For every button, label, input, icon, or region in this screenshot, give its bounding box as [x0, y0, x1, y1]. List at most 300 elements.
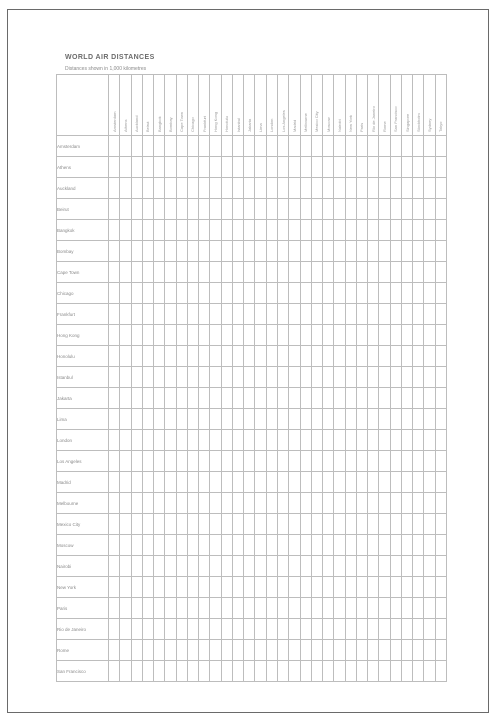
distance-cell: [356, 388, 367, 409]
distance-cell: [300, 451, 311, 472]
distance-cell: [210, 514, 221, 535]
distance-cell: [244, 493, 255, 514]
distance-cell: [435, 493, 446, 514]
distance-cell: [334, 451, 345, 472]
table-row: [57, 661, 447, 682]
distance-cell: [311, 262, 322, 283]
distance-cell: [356, 178, 367, 199]
distance-cell: [289, 535, 300, 556]
distance-cell: [109, 262, 120, 283]
distance-cell: [435, 157, 446, 178]
distance-cell: [221, 619, 232, 640]
distance-cell: [390, 241, 401, 262]
column-header-label: Cape Town: [179, 112, 185, 132]
distance-cell: [165, 346, 176, 367]
column-header-label: Amsterdam: [111, 111, 117, 132]
distance-cell: [221, 514, 232, 535]
distance-cell: [187, 451, 198, 472]
distance-cell: [413, 136, 424, 157]
distance-cell: [345, 619, 356, 640]
distance-cell: [210, 199, 221, 220]
distance-cell: [277, 640, 288, 661]
distance-cell: [368, 493, 379, 514]
distance-cell: [266, 514, 277, 535]
distance-cell: [311, 514, 322, 535]
distance-cell: [210, 283, 221, 304]
distance-cell: [131, 178, 142, 199]
distance-cell: [232, 493, 243, 514]
distance-cell: [142, 619, 153, 640]
distance-cell: [221, 367, 232, 388]
distance-cell: [311, 430, 322, 451]
distance-cell: [277, 409, 288, 430]
distance-cell: [300, 430, 311, 451]
distance-cell: [266, 661, 277, 682]
distance-cell: [120, 325, 131, 346]
distance-cell: [142, 346, 153, 367]
distance-cell: [244, 346, 255, 367]
column-header-label: Tokyo: [438, 121, 444, 132]
distance-cell: [187, 157, 198, 178]
distance-cell: [368, 577, 379, 598]
distance-cell: [232, 451, 243, 472]
distance-cell: [311, 472, 322, 493]
row-header: London: [57, 430, 109, 451]
column-header-label: Madrid: [291, 119, 297, 132]
distance-cell: [187, 220, 198, 241]
distance-cell: [390, 556, 401, 577]
distance-cell: [413, 472, 424, 493]
distance-cell: [379, 535, 390, 556]
distance-cell: [300, 304, 311, 325]
distance-cell: [109, 661, 120, 682]
distance-cell: [424, 304, 435, 325]
distance-cell: [401, 283, 412, 304]
distance-cell: [277, 451, 288, 472]
distance-cell: [289, 346, 300, 367]
distance-cell: [244, 199, 255, 220]
distance-cell: [244, 598, 255, 619]
distance-cell: [424, 430, 435, 451]
distance-cell: [187, 304, 198, 325]
distance-cell: [345, 367, 356, 388]
distance-cell: [176, 241, 187, 262]
distance-cell: [266, 640, 277, 661]
distance-cell: [390, 598, 401, 619]
distance-cell: [401, 451, 412, 472]
distance-cell: [165, 241, 176, 262]
distance-cell: [232, 577, 243, 598]
distance-cell: [334, 619, 345, 640]
distance-cell: [187, 262, 198, 283]
distance-cell: [232, 409, 243, 430]
distance-cell: [368, 283, 379, 304]
column-header-label: Rome: [382, 121, 387, 132]
distance-cell: [435, 283, 446, 304]
distance-cell: [390, 367, 401, 388]
distance-cell: [120, 241, 131, 262]
distance-cell: [413, 619, 424, 640]
distance-cell: [323, 430, 334, 451]
table-corner-cell: [57, 75, 109, 136]
distance-cell: [154, 283, 165, 304]
distance-cell: [266, 136, 277, 157]
distance-cell: [424, 367, 435, 388]
distance-cell: [131, 535, 142, 556]
distance-cell: [300, 388, 311, 409]
distance-cell: [131, 640, 142, 661]
distance-cell: [300, 241, 311, 262]
distance-cell: [311, 304, 322, 325]
distance-cell: [120, 430, 131, 451]
column-header: [266, 75, 277, 136]
distance-cell: [142, 514, 153, 535]
row-header: Rio de Janeiro: [57, 619, 109, 640]
distance-cell: [289, 577, 300, 598]
distance-cell: [401, 325, 412, 346]
distance-cell: [210, 262, 221, 283]
distance-cell: [368, 409, 379, 430]
distance-cell: [109, 598, 120, 619]
distance-cell: [356, 535, 367, 556]
distance-cell: [277, 325, 288, 346]
distance-cell: [289, 199, 300, 220]
distance-cell: [221, 262, 232, 283]
distance-cell: [368, 640, 379, 661]
distance-cell: [210, 136, 221, 157]
distance-cell: [289, 262, 300, 283]
distance-cell: [142, 577, 153, 598]
distance-cell: [244, 661, 255, 682]
distance-cell: [154, 220, 165, 241]
distance-cell: [424, 178, 435, 199]
distance-cell: [323, 367, 334, 388]
column-header-label: Frankfurt: [201, 115, 207, 132]
column-header: [424, 75, 435, 136]
distance-cell: [356, 661, 367, 682]
distance-cell: [289, 220, 300, 241]
distance-cell: [187, 136, 198, 157]
distance-cell: [379, 577, 390, 598]
distance-cell: [109, 220, 120, 241]
distance-cell: [401, 388, 412, 409]
distance-cell: [390, 199, 401, 220]
distance-cell: [300, 409, 311, 430]
distance-cell: [187, 577, 198, 598]
distance-cell: [334, 220, 345, 241]
distance-cell: [255, 262, 266, 283]
distance-cell: [390, 514, 401, 535]
distance-cell: [401, 304, 412, 325]
distance-cell: [199, 367, 210, 388]
distance-cell: [356, 619, 367, 640]
distance-cell: [210, 241, 221, 262]
distance-cell: [199, 577, 210, 598]
distance-cell: [244, 325, 255, 346]
distance-cell: [266, 430, 277, 451]
column-header: [255, 75, 266, 136]
distance-cell: [368, 241, 379, 262]
distance-cell: [131, 304, 142, 325]
column-header-label: Rio de Janeiro: [370, 106, 376, 132]
distance-cell: [142, 472, 153, 493]
distance-cell: [232, 472, 243, 493]
distance-cell: [255, 598, 266, 619]
distance-cell: [323, 136, 334, 157]
distance-cell: [356, 283, 367, 304]
distance-cell: [390, 346, 401, 367]
distance-cell: [266, 472, 277, 493]
row-header: Nairobi: [57, 556, 109, 577]
distance-cell: [334, 325, 345, 346]
distance-cell: [221, 409, 232, 430]
distance-cell: [345, 136, 356, 157]
distance-cell: [334, 262, 345, 283]
table-row: [57, 178, 447, 199]
distance-cell: [142, 598, 153, 619]
distance-cell: [232, 241, 243, 262]
distance-cell: [345, 472, 356, 493]
distance-cell: [165, 220, 176, 241]
distance-cell: [345, 577, 356, 598]
distance-cell: [266, 577, 277, 598]
distance-cell: [165, 451, 176, 472]
distance-cell: [413, 640, 424, 661]
distance-cell: [300, 619, 311, 640]
distance-cell: [176, 451, 187, 472]
distance-cell: [300, 283, 311, 304]
distance-cell: [210, 493, 221, 514]
distance-cell: [311, 556, 322, 577]
distance-cell: [109, 514, 120, 535]
distance-cell: [424, 157, 435, 178]
distance-cell: [244, 283, 255, 304]
distance-cell: [345, 325, 356, 346]
distance-cell: [390, 136, 401, 157]
distance-cell: [379, 367, 390, 388]
distance-cell: [120, 493, 131, 514]
distance-cell: [390, 493, 401, 514]
distance-cell: [120, 535, 131, 556]
distance-cell: [413, 367, 424, 388]
distance-cell: [266, 619, 277, 640]
distance-cell: [109, 178, 120, 199]
distance-cell: [390, 283, 401, 304]
distance-cell: [435, 598, 446, 619]
table-row: [57, 346, 447, 367]
column-header: [199, 75, 210, 136]
distance-cell: [165, 430, 176, 451]
distance-cell: [142, 325, 153, 346]
distance-cell: [323, 241, 334, 262]
distance-cell: [311, 283, 322, 304]
distance-cell: [334, 283, 345, 304]
distance-cell: [176, 199, 187, 220]
distance-cell: [368, 199, 379, 220]
distance-cell: [199, 661, 210, 682]
distance-cell: [165, 304, 176, 325]
distance-cell: [277, 346, 288, 367]
table-row: [57, 367, 447, 388]
distance-cell: [435, 220, 446, 241]
table-row: [57, 136, 447, 157]
distance-cell: [210, 220, 221, 241]
distance-cell: [221, 535, 232, 556]
distance-cell: [323, 157, 334, 178]
row-header: Chicago: [57, 283, 109, 304]
distance-cell: [176, 598, 187, 619]
distance-cell: [187, 535, 198, 556]
distance-cell: [401, 157, 412, 178]
distance-cell: [424, 598, 435, 619]
column-header-label: Nairobi: [336, 119, 342, 132]
column-header: [154, 75, 165, 136]
distance-cell: [401, 514, 412, 535]
distance-cell: [413, 325, 424, 346]
distance-cell: [435, 472, 446, 493]
distance-cell: [199, 430, 210, 451]
distance-cell: [232, 325, 243, 346]
distance-cell: [199, 157, 210, 178]
distance-cell: [255, 409, 266, 430]
distance-cell: [345, 493, 356, 514]
table-row: [57, 409, 447, 430]
distance-cell: [131, 430, 142, 451]
distance-cell: [221, 430, 232, 451]
distance-cell: [199, 514, 210, 535]
distance-cell: [435, 346, 446, 367]
distance-cell: [379, 388, 390, 409]
distance-cell: [300, 346, 311, 367]
distance-cell: [424, 346, 435, 367]
distance-cell: [142, 157, 153, 178]
distance-cell: [199, 199, 210, 220]
distance-cell: [390, 619, 401, 640]
distance-cell: [323, 514, 334, 535]
distance-cell: [401, 241, 412, 262]
distance-cell: [142, 535, 153, 556]
distance-cell: [142, 220, 153, 241]
distance-cell: [221, 220, 232, 241]
distance-cell: [210, 619, 221, 640]
distance-cell: [109, 619, 120, 640]
distance-cell: [401, 178, 412, 199]
distance-cell: [199, 262, 210, 283]
distance-cell: [154, 346, 165, 367]
distance-cell: [199, 220, 210, 241]
distance-cell: [401, 430, 412, 451]
distance-cell: [165, 136, 176, 157]
distance-cell: [379, 430, 390, 451]
distance-cell: [300, 325, 311, 346]
distance-cell: [334, 346, 345, 367]
distance-cell: [401, 262, 412, 283]
distance-cell: [176, 325, 187, 346]
distance-cell: [435, 178, 446, 199]
distance-cell: [176, 514, 187, 535]
distance-cell: [187, 619, 198, 640]
distance-cell: [232, 367, 243, 388]
distance-cell: [244, 619, 255, 640]
distance-cell: [413, 493, 424, 514]
distance-cell: [176, 220, 187, 241]
distance-cell: [187, 241, 198, 262]
distance-cell: [142, 367, 153, 388]
distance-cell: [210, 661, 221, 682]
distance-cell: [300, 556, 311, 577]
distance-cell: [266, 409, 277, 430]
distance-cell: [323, 451, 334, 472]
distance-cell: [323, 661, 334, 682]
distance-cell: [120, 220, 131, 241]
distance-cell: [379, 262, 390, 283]
distance-cell: [176, 304, 187, 325]
distance-cell: [120, 304, 131, 325]
table-row: [57, 241, 447, 262]
distance-cell: [356, 325, 367, 346]
distance-cell: [277, 535, 288, 556]
distance-cell: [390, 262, 401, 283]
distance-cell: [176, 178, 187, 199]
distance-cell: [199, 304, 210, 325]
distance-cell: [142, 493, 153, 514]
distance-cell: [424, 514, 435, 535]
distance-cell: [154, 661, 165, 682]
distance-cell: [165, 388, 176, 409]
distance-cell: [424, 325, 435, 346]
distance-cell: [266, 157, 277, 178]
distance-cell: [165, 493, 176, 514]
distance-cell: [289, 472, 300, 493]
distance-cell: [277, 493, 288, 514]
distance-cell: [255, 178, 266, 199]
distance-cell: [277, 220, 288, 241]
distance-cell: [199, 325, 210, 346]
distance-cell: [300, 535, 311, 556]
distance-cell: [277, 199, 288, 220]
distance-cell: [424, 577, 435, 598]
row-header: Jakarta: [57, 388, 109, 409]
distance-cell: [424, 493, 435, 514]
distance-cell: [390, 577, 401, 598]
distance-cell: [435, 577, 446, 598]
distance-cell: [334, 577, 345, 598]
distance-cell: [334, 598, 345, 619]
distance-cell: [379, 157, 390, 178]
distance-cell: [435, 367, 446, 388]
row-header: Rome: [57, 640, 109, 661]
distance-cell: [165, 598, 176, 619]
distance-cell: [368, 325, 379, 346]
distance-cell: [221, 661, 232, 682]
distance-cell: [289, 619, 300, 640]
distance-cell: [300, 577, 311, 598]
distance-cell: [210, 409, 221, 430]
table-row: [57, 577, 447, 598]
distance-cell: [300, 199, 311, 220]
distance-cell: [379, 640, 390, 661]
distance-cell: [142, 640, 153, 661]
distance-cell: [109, 157, 120, 178]
column-header-label: Honolulu: [224, 116, 230, 132]
distance-cell: [277, 514, 288, 535]
distance-table-container: [56, 74, 447, 682]
distance-cell: [334, 178, 345, 199]
table-row: [57, 451, 447, 472]
distance-cell: [334, 241, 345, 262]
distance-cell: [266, 325, 277, 346]
distance-cell: [323, 640, 334, 661]
